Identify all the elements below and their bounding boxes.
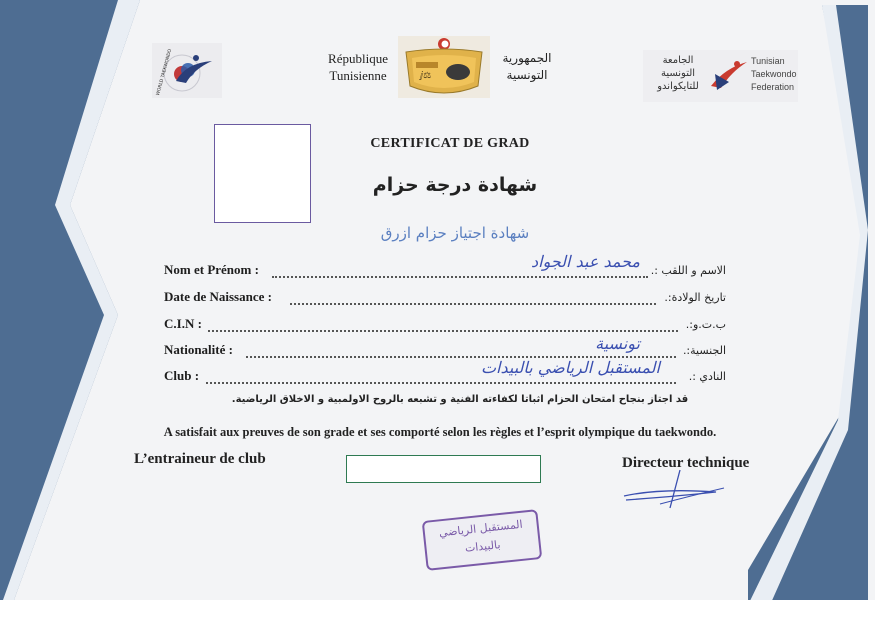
certificate-title-ar: شهادة درجة حزام <box>372 174 538 196</box>
ttf-ar-line2: التونسية <box>660 68 696 79</box>
ttf-en-line2: Taekwondo <box>751 69 797 79</box>
director-signature-icon <box>620 466 730 514</box>
republic-fr-line1: République <box>328 51 388 66</box>
certificate-title-fr: CERTIFICAT DE GRAD <box>370 136 530 151</box>
field-label-name-fr: Nom et Prénom : <box>164 262 259 277</box>
field-label-club-fr: Club : <box>164 368 200 383</box>
stamp-line1: المستقبل الرياضي <box>438 517 524 540</box>
wt-logo-text: WORLD TAEKWONDO <box>156 48 174 97</box>
field-label-cin-ar: ب.ت.و:. <box>685 318 726 331</box>
field-label-birthdate-fr: Date de Naissance : <box>164 289 272 304</box>
ttf-en-line3: Federation <box>751 82 795 92</box>
coach-signature-label: L’entraineur de club <box>134 451 266 467</box>
field-value-name: محمد عبد الجواد <box>531 252 640 271</box>
director-signature-label: Directeur technique <box>622 455 750 471</box>
statement-fr: A satisfait aux preuves de son grade et ses comporté selon les règles et l’esprit olympique du taekwondo. <box>163 425 717 439</box>
ttf-name-ar <box>647 54 709 93</box>
field-label-nationality-fr: Nationalité : <box>164 342 233 357</box>
field-line-birthdate <box>290 301 656 305</box>
ttf-ar-line3: للتايكواندو <box>657 81 699 92</box>
stamp-line2: بالبيدات <box>464 538 502 555</box>
bottom-corner-fade <box>0 600 875 617</box>
ttf-en-line1: Tunisian <box>751 56 785 66</box>
left-border-band <box>0 0 140 600</box>
field-label-birthdate-ar: تاريخ الولادة:. <box>664 291 726 304</box>
svg-text:ⅉ⚖: ⅉ⚖ <box>420 71 432 81</box>
republic-name-fr <box>318 50 398 84</box>
photo-box <box>214 124 311 223</box>
field-value-nationality: تونسية <box>595 334 640 353</box>
field-label-nationality-ar: الجنسية:. <box>682 344 726 357</box>
field-value-club: المستقبل الرياضي بالبيدات <box>480 358 660 377</box>
tunisia-coat-of-arms-icon <box>398 36 490 98</box>
field-label-name-ar: الاسم و اللقب :. <box>650 264 726 277</box>
republic-name-ar <box>492 50 562 84</box>
ttf-name-en <box>751 55 797 94</box>
ttf-logo <box>643 50 798 102</box>
world-taekwondo-logo <box>152 43 222 98</box>
ttf-emblem-icon <box>707 56 749 94</box>
field-label-club-ar: النادي :. <box>688 370 726 383</box>
republic-fr-line2: Tunisienne <box>329 68 387 83</box>
ttf-ar-line1: الجامعة <box>662 55 694 66</box>
field-line-name <box>272 274 648 278</box>
republic-ar-line1: الجمهورية <box>502 51 552 65</box>
field-line-club <box>206 380 676 384</box>
statement-ar: قد اجتاز بنجاح امتحان الحزام اثباتا لكفاءته الفنية و تشبعه بالروح الاولمبية و الاخلاق الرياضية. <box>231 394 689 405</box>
field-label-cin-fr: C.I.N : <box>164 316 202 331</box>
republic-ar-line2: التونسية <box>506 68 548 82</box>
coach-signature-box <box>346 455 541 483</box>
field-line-cin <box>208 328 678 332</box>
certificate-subtitle-ar: شهادة اجتياز حزام ازرق <box>380 224 530 242</box>
